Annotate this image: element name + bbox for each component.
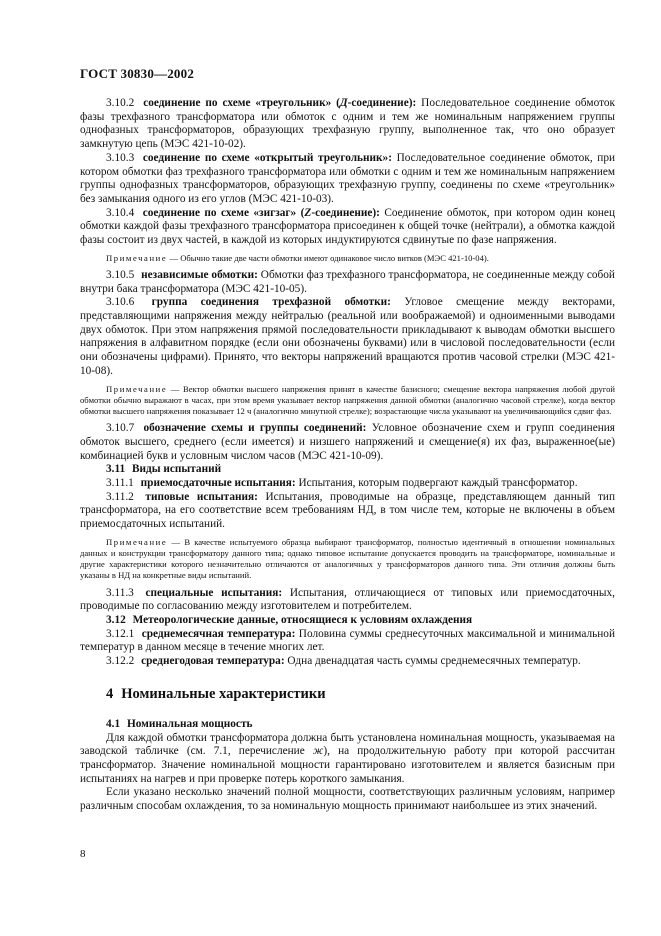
note-text: — В качестве испытуемого образца выбирают трансформатор, полностью идентичный в отношении номинальных данных и конструкции трансформатору данного типа; однако типовое испытание допускается проводить на трансформаторе, номинальные и другие характеристики которого незначительно отличаются от аналогичных у трансформаторов данного типа. Эти отличия должны быть указаны в НД на конкретные виды испытаний.: [80, 536, 615, 581]
page-number: 8: [80, 848, 86, 860]
clause-number: 3.10.3: [106, 151, 135, 164]
subsection-3-11-heading: 3.11 Виды испытаний: [106, 463, 222, 476]
definition: Одна двенадцатая часть суммы среднемесячных температур.: [287, 655, 581, 668]
term: приемосдаточные испытания:: [140, 476, 296, 489]
clause-number: 3.10.4: [106, 206, 135, 219]
clause-3-10-7: [80, 422, 615, 463]
term: соединение по схеме «зигзаг» (Z-соединение):: [142, 206, 380, 219]
note-text: — Вектор обмотки высшего напряжения принят в качестве базисного; смещение вектора напряжения любой другой обмотки обычно выражают в часах, при этом время указывает вектор напряжения данной обмотки (аналогично часовой стрелке), когда вектор обмотки высшего напряжения показывает 12 ч (аналогично минутной стрелке); возрастающие числа указывают на увеличивающийся сдвиг фаз.: [80, 383, 615, 416]
definition: Соединение обмоток, при котором один конец обмотки каждой фазы трехфазного трансформатора присоединен к общей точке (нейтрали), а обмотка каждой фазы состоит из двух частей, в каждой из которых индуктируются сдвинутые по фазе напряжения.: [80, 206, 615, 247]
clause-number: 3.10.7: [106, 422, 135, 435]
definition: Угловое смещение между векторами, представляющими напряжения между нейтралью (реальной или воображаемой) и одноименными выводами двух обмоток. При этом напряжения прямой последовательности прикладывают к выводам обмотки высшего напряжения в алфавитном порядке (если они обозначены буквами) или в числовой последовательности (если они обозначены цифрами). Принято, что векторы напряжений вращаются против часовой стрелки (МЭС 421-10-08).: [80, 296, 616, 377]
term: группа соединения трехфазной обмотки:: [151, 296, 391, 309]
term: соединение по схеме «треугольник» (Д-соединение):: [143, 97, 417, 109]
clause-3-12-2: [80, 655, 615, 669]
clause-number: 3.10.5: [106, 268, 135, 281]
paragraph-4-1-b: Если указано несколько значений полной мощности, соответствующих различным условиям, например различным способам охлаждения, то за номинальную мощность принимают наибольшее из этих значений.: [80, 786, 615, 813]
page-content: [80, 97, 615, 814]
note-label: Примечание: [106, 536, 168, 547]
clause-3-11-3: [80, 587, 615, 614]
definition: Половина суммы среднесуточных максимальной и минимальной температур в данном месяце в течение многих лет.: [80, 627, 616, 654]
term: обозначение схемы и группы соединений:: [143, 422, 367, 435]
clause-number: 3.12.1: [106, 627, 135, 640]
term: среднемесячная температура:: [141, 627, 296, 640]
subsection-3-12-heading: 3.12 Метеорологические данные, относящиеся к условиям охлаждения: [106, 614, 473, 627]
definition: Испытания, отличающиеся от типовых или приемосдаточных, проводимые по согласованию между изготовителем и потребителем.: [80, 586, 615, 613]
definition: Последовательное соединение обмоток, при котором обмотки фаз трехфазного трансформатора или обмотки с одним и тем же номинальным напряжением группы однофазных трансформаторов, образующих трехфазную группу, соединены по схеме «треугольник» без замыкания одного из его углов (МЭС 421-10-03).: [80, 151, 616, 205]
definition: Последовательное соединение обмоток фазы трехфазного трансформатора или обмоток с одним и тем же номинальным напряжением группы однофазных трансформаторов, образующих трехфазную группу, выполненное так, что оно образует замкнутую цепь (МЭС 421-10-02).: [80, 97, 616, 151]
term: типовые испытания:: [145, 490, 258, 503]
term: соединение по схеме «открытый треугольник»:: [142, 151, 392, 164]
note-2: [80, 384, 615, 418]
clause-3-10-2: [80, 97, 615, 152]
subsection-4-1-heading: 4.1 Номинальная мощность: [106, 717, 253, 730]
section-4-heading: 4 Номинальные характеристики: [106, 685, 326, 702]
definition: Испытания, которым подвергают каждый трансформатор.: [298, 476, 578, 489]
clause-number: 3.11.1: [106, 476, 134, 489]
term: специальные испытания:: [145, 586, 283, 599]
clause-3-12-1: [80, 628, 615, 655]
term: среднегодовая температура:: [141, 655, 285, 668]
clause-3-11-2: [80, 491, 615, 532]
definition: Условное обозначение схем и групп соединения обмоток высшего, среднего (если имеется) и низшего напряжений и смещение(я) их фаз, выраженное(ые) комбинацией букв и условным числом часов (МЭС 421-10-09).: [80, 422, 615, 462]
clause-3-10-5: [80, 269, 615, 296]
clause-number: 3.10.6: [106, 296, 135, 309]
clause-3-10-3: [80, 152, 615, 207]
document-header: ГОСТ 30830—2002: [80, 66, 195, 81]
note-label: Примечание: [106, 383, 168, 394]
definition: Испытания, проводимые на образце, представляющем данный тип трансформатора, на его соответствие всем требованиям НД, в том числе тем, которые не включены в объем приемосдаточных испытаний.: [80, 490, 615, 531]
clause-number: 3.11.2: [106, 490, 134, 503]
clause-number: 3.11.3: [106, 586, 134, 599]
note-3: [80, 537, 615, 582]
clause-3-10-6: [80, 296, 615, 378]
clause-3-11-1: [80, 477, 615, 491]
note-text: — Обычно такие две части обмотки имеют одинаковое число витков (МЭС 421-10-04).: [169, 252, 489, 263]
term: независимые обмотки:: [141, 268, 258, 281]
paragraph-4-1-a: Для каждой обмотки трансформатора должна быть установлена номинальная мощность, указываемая на заводской табличке (см. 7.1, перечисление ж), на продолжительную работу при которой рассчитан трансформатор. Значение номинальной мощности гарантировано изготовителем и является базисным при испытаниях на нагрев и при проверке потерь короткого замыкания.: [80, 731, 615, 785]
clause-number: 3.12.2: [106, 655, 135, 668]
clause-3-10-4: [80, 207, 615, 248]
clause-number: 3.10.2: [106, 97, 135, 109]
note-1: [80, 253, 615, 264]
definition: Обмотки фаз трехфазного трансформатора, не соединенные между собой внутри бака трансформатора (МЭС 421-10-05).: [80, 268, 615, 295]
note-label: Примечание: [106, 252, 168, 263]
